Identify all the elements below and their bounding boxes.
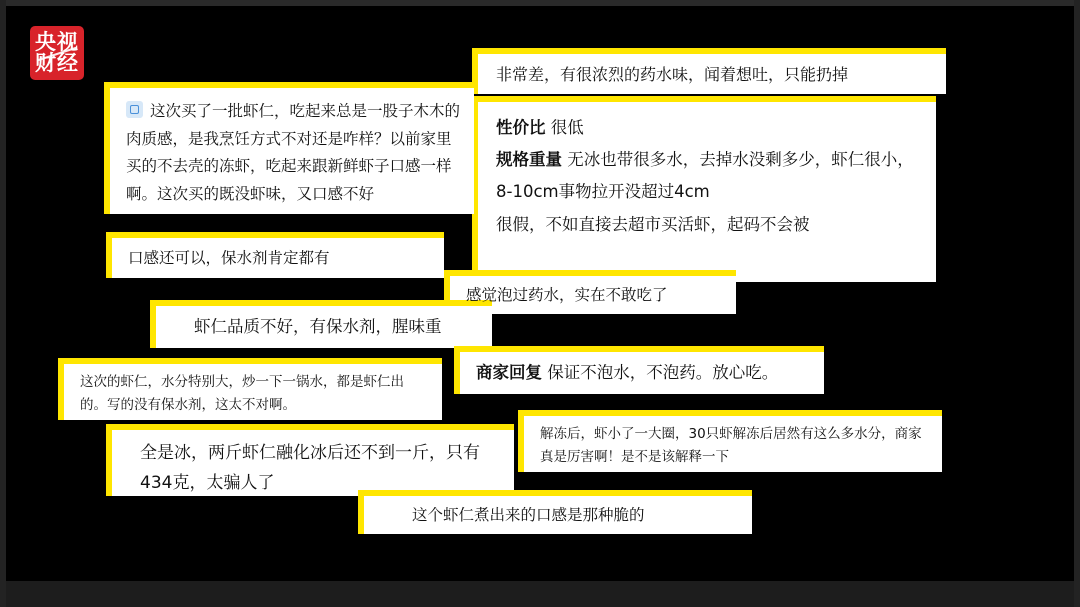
logo-line-2: 财经 — [35, 51, 79, 75]
comment-card-5 — [450, 276, 736, 314]
cctv-finance-logo — [30, 26, 84, 80]
comment-3-value-2: 无冰也带很多水，去掉水没剩多少，虾仁很小，8-10cm事物拉开没超过4cm — [496, 150, 914, 202]
logo-line-1: 央视 — [35, 29, 79, 54]
comment-1-text: 这次买了一批虾仁，吃起来总是一股子木木的肉质感，是我烹饪方式不对还是咋样？以前家里买的不去壳的冻虾，吃起来跟新鲜虾子口感一样啊。这次买的既没虾味，又口感不好 — [126, 102, 461, 203]
comment-3-label-1: 性价比 — [496, 118, 546, 137]
comment-card-3 — [478, 102, 936, 282]
letterbox-bottom — [0, 581, 1080, 607]
comment-card-7 — [460, 352, 824, 394]
comment-card-9 — [524, 416, 942, 472]
comment-card-6 — [156, 306, 492, 348]
comment-card-11 — [364, 496, 752, 534]
comment-card-2 — [478, 54, 946, 94]
comment-3-row-2 — [496, 144, 918, 208]
comment-3-label-2: 规格重量 — [496, 150, 562, 170]
comment-3-row-1 — [496, 112, 918, 144]
comment-6-text: 虾仁品质不好，有保水剂，腥味重 — [194, 317, 442, 336]
comment-4-text: 口感还可以，保水剂肯定都有 — [128, 249, 330, 267]
comment-3-row-3: 很假，不如直接去超市买活虾，起码不会被 — [496, 214, 810, 234]
comment-9-text: 解冻后，虾小了一大圈，30只虾解冻后居然有这么多水分，商家真是厉害啊！是不是该解释一下 — [540, 426, 922, 466]
quote-icon — [126, 101, 143, 118]
comment-7-text: 保证不泡水，不泡药。放心吃。 — [547, 363, 779, 382]
comment-11-text: 这个虾仁煮出来的口感是那种脆的 — [412, 506, 645, 524]
comment-card-8 — [64, 364, 442, 420]
comment-card-1 — [110, 88, 474, 214]
comment-5-text: 感觉泡过药水，实在不敢吃了 — [466, 286, 668, 304]
comment-card-4 — [112, 238, 444, 278]
comment-7-label: 商家回复 — [476, 363, 542, 382]
comment-8-text: 这次的虾仁，水分特别大，炒一下一锅水，都是虾仁出的。写的没有保水剂，这太不对啊。 — [80, 374, 404, 414]
letterbox-right — [1074, 0, 1080, 607]
letterbox-left — [0, 0, 6, 607]
comment-3-value-1: 很低 — [550, 118, 584, 137]
comment-10-text: 全是冰，两斤虾仁融化冰后还不到一斤，只有434克，太骗人了 — [140, 443, 480, 494]
letterbox-top — [0, 0, 1080, 6]
comment-2-text: 非常差，有很浓烈的药水味，闻着想吐，只能扔掉 — [496, 65, 849, 84]
comment-card-10 — [112, 430, 514, 496]
